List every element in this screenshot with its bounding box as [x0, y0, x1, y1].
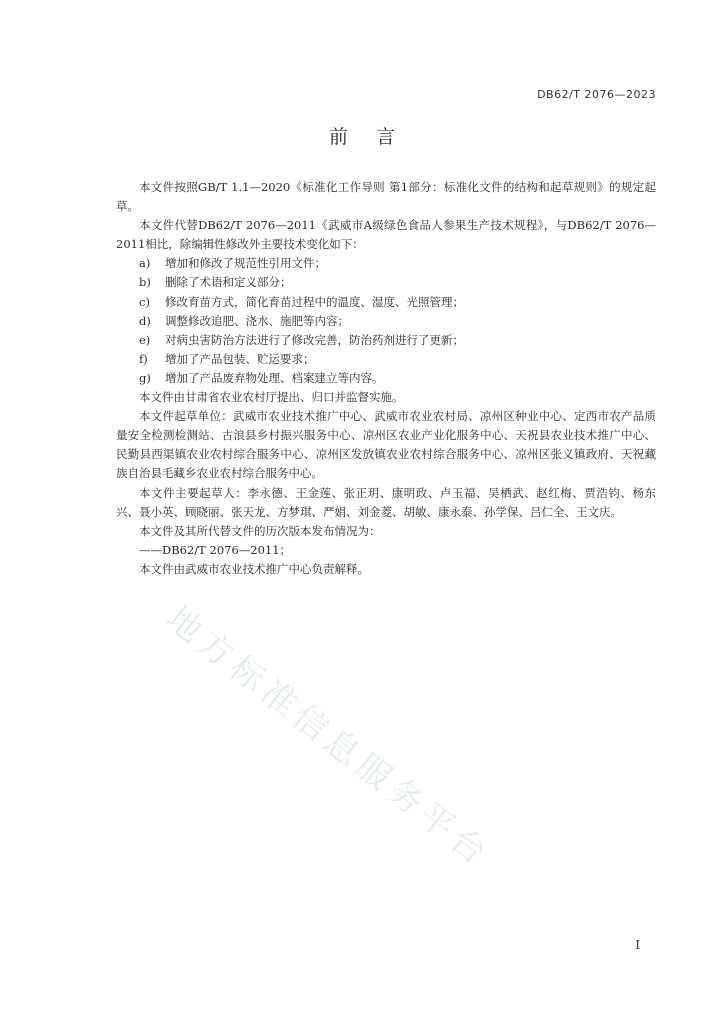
list-item	[116, 369, 656, 388]
list-marker: f)	[139, 351, 148, 366]
paragraph-drafting-units: 本文件起草单位：武威市农业技术推广中心、武威市农业农村局、凉州区种业中心、定西市农产品质量安全检测检测站、古浪县乡村振兴服务中心、凉州区农业产业化服务中心、天祝县农业技术推广中心、民勤县西渠镇农业农村综合服务中心、凉州区发放镇农业农村综合服务中心、凉州区张义镇政府、天祝藏族自治县毛藏乡农业农村综合服务中心。	[116, 409, 656, 481]
list-item-text: 增加了产品废弃物处理、档案建立等内容。	[165, 370, 384, 385]
list-marker: g)	[139, 370, 151, 385]
document-code: DB62/T 2076—2023	[537, 88, 656, 101]
list-item-text: 对病虫害防治方法进行了修改完善，防治药剂进行了更新；	[165, 332, 464, 347]
list-item	[116, 312, 656, 331]
list-item	[116, 273, 656, 292]
watermark: 地方标准信息服务平台	[158, 598, 499, 877]
paragraph-interpretation: 本文件由武威市农业技术推广中心负责解释。	[139, 561, 369, 576]
page-number: I	[635, 938, 640, 952]
list-item	[116, 331, 656, 350]
list-marker: d)	[139, 313, 151, 328]
list-marker: c)	[139, 294, 150, 309]
list-marker: a)	[139, 256, 151, 271]
list-marker: b)	[139, 275, 151, 290]
list-item-text: 增加了产品包装、贮运要求；	[165, 351, 315, 366]
paragraph-version-history: 本文件及其所代替文件的历次版本发布情况为：	[139, 523, 381, 538]
page-title: 前言	[328, 126, 423, 148]
paragraph-replacement: 本文件代替DB62/T 2076—2011《武威市A级绿色食品人参果生产技术规程》，与DB62/T 2076—2011相比，除编辑性修改外主要技术变化如下：	[116, 218, 656, 252]
list-marker: e)	[139, 332, 151, 347]
document-body	[116, 178, 656, 579]
list-item-text: 调整修改追肥、浇水、施肥等内容；	[165, 313, 349, 328]
paragraph-proposer: 本文件由甘肃省农业农村厅提出、归口并监督实施。	[139, 390, 404, 405]
paragraph-drafters: 本文件主要起草人：李永德、王金莲、张正玥、康明政、卢玉福、吴栖武、赵红梅、贾浩钧、杨东兴、聂小英、顾晓丽、张天龙、方梦琪、严娟、刘金菱、胡敏、康永泰、孙学保、吕仁全、王文庆。	[116, 485, 656, 519]
list-item-text: 修改育苗方式，简化育苗过程中的温度、湿度、光照管理；	[165, 294, 464, 309]
paragraph-previous-version: ——DB62/T 2076—2011；	[139, 542, 292, 557]
list-item-text: 增加和修改了规范性引用文件；	[165, 256, 326, 271]
paragraph-drafting-rules: 本文件按照GB/T 1.1—2020《标准化工作导则 第1部分：标准化文件的结构和起草规则》的规定起草。	[116, 180, 656, 214]
list-item-text: 删除了术语和定义部分；	[165, 275, 292, 290]
list-item	[116, 254, 656, 273]
list-item	[116, 350, 656, 369]
changes-list	[116, 254, 656, 388]
list-item	[116, 293, 656, 312]
